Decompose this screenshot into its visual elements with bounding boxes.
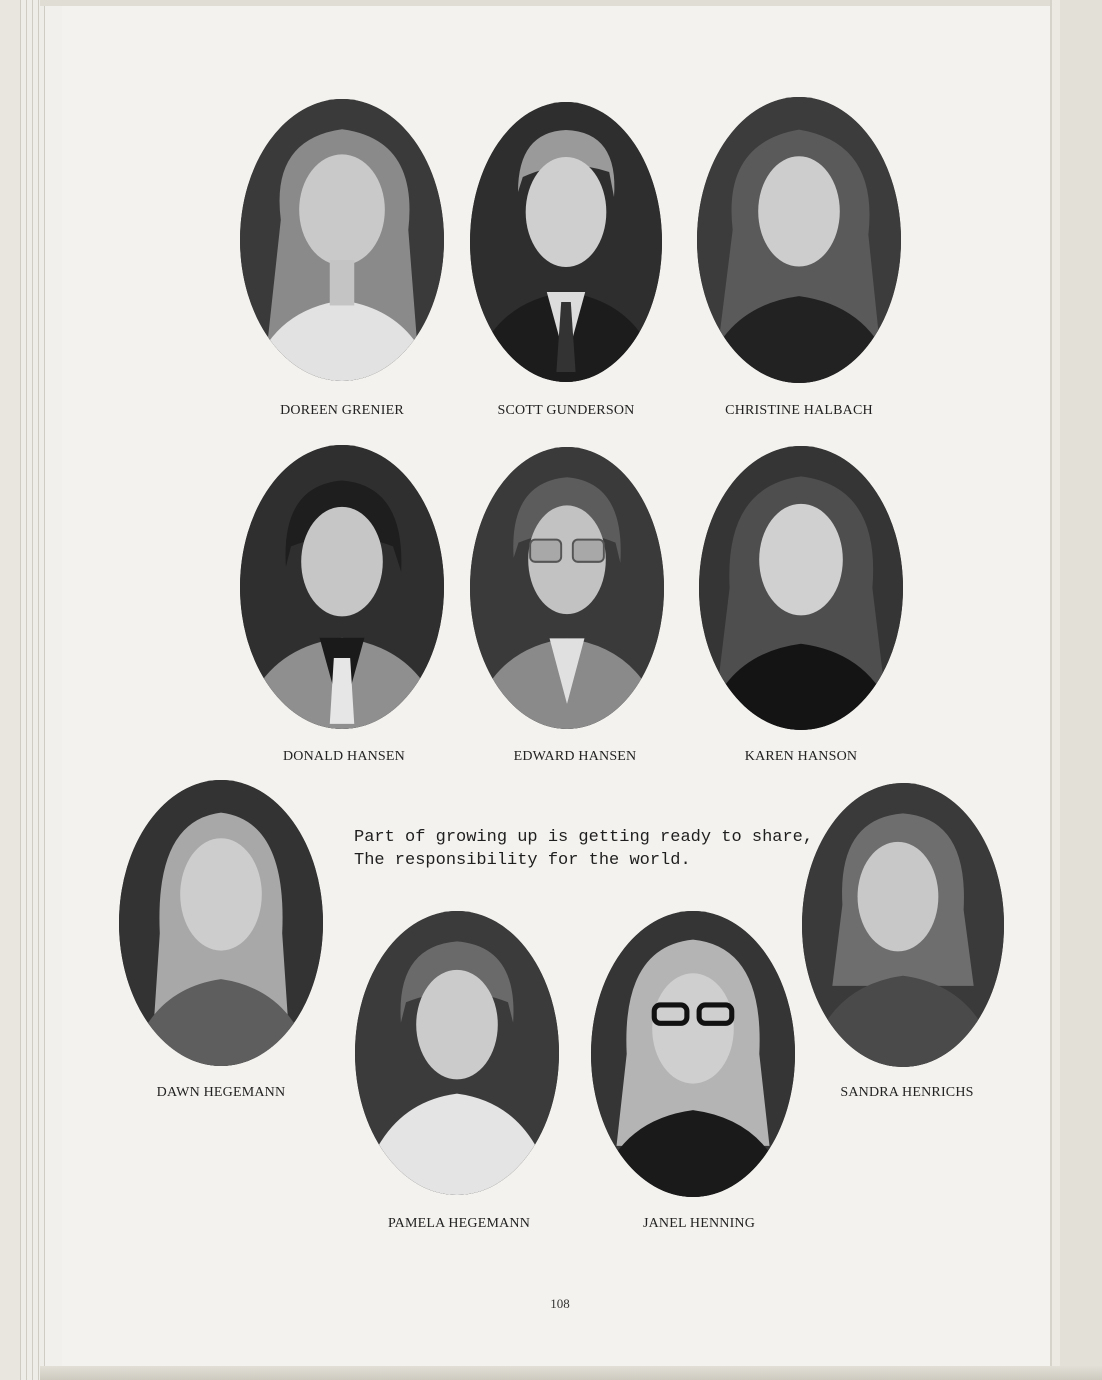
portrait-pamela-hegemann	[355, 911, 559, 1195]
page-bottom-edge	[40, 1366, 1102, 1380]
portrait-donald-hansen	[240, 445, 444, 729]
portrait-sandra-henrichs	[802, 783, 1004, 1067]
student-name: DAWN HEGEMANN	[156, 1085, 286, 1100]
student-name: SCOTT GUNDERSON	[497, 403, 635, 418]
portrait-doreen-grenier	[240, 99, 444, 381]
page-stack-edge	[0, 0, 62, 1380]
student-name: SANDRA HENRICHS	[840, 1085, 974, 1100]
portrait-janel-henning	[591, 911, 795, 1197]
portrait-edward-hansen	[470, 447, 664, 729]
portrait-dawn-hegemann	[119, 780, 323, 1066]
portrait-karen-hanson	[699, 446, 903, 730]
book-binding	[1050, 0, 1102, 1380]
student-name: JANEL HENNING	[642, 1216, 756, 1231]
student-name: DONALD HANSEN	[283, 749, 405, 764]
page-number: 108	[550, 1296, 570, 1311]
quote-line-2: The responsibility for the world.	[354, 851, 691, 870]
student-name: PAMELA HEGEMANN	[387, 1216, 531, 1231]
student-name: KAREN HANSON	[744, 749, 858, 764]
page-top-edge	[40, 0, 1102, 6]
yearbook-quote	[354, 826, 813, 872]
portrait-scott-gunderson	[470, 102, 662, 382]
quote-line-1: Part of growing up is getting ready to share,	[354, 828, 814, 847]
student-name: EDWARD HANSEN	[513, 749, 637, 764]
student-name: DOREEN GRENIER	[280, 403, 404, 418]
portrait-christine-halbach	[697, 97, 901, 383]
student-name: CHRISTINE HALBACH	[725, 403, 873, 418]
